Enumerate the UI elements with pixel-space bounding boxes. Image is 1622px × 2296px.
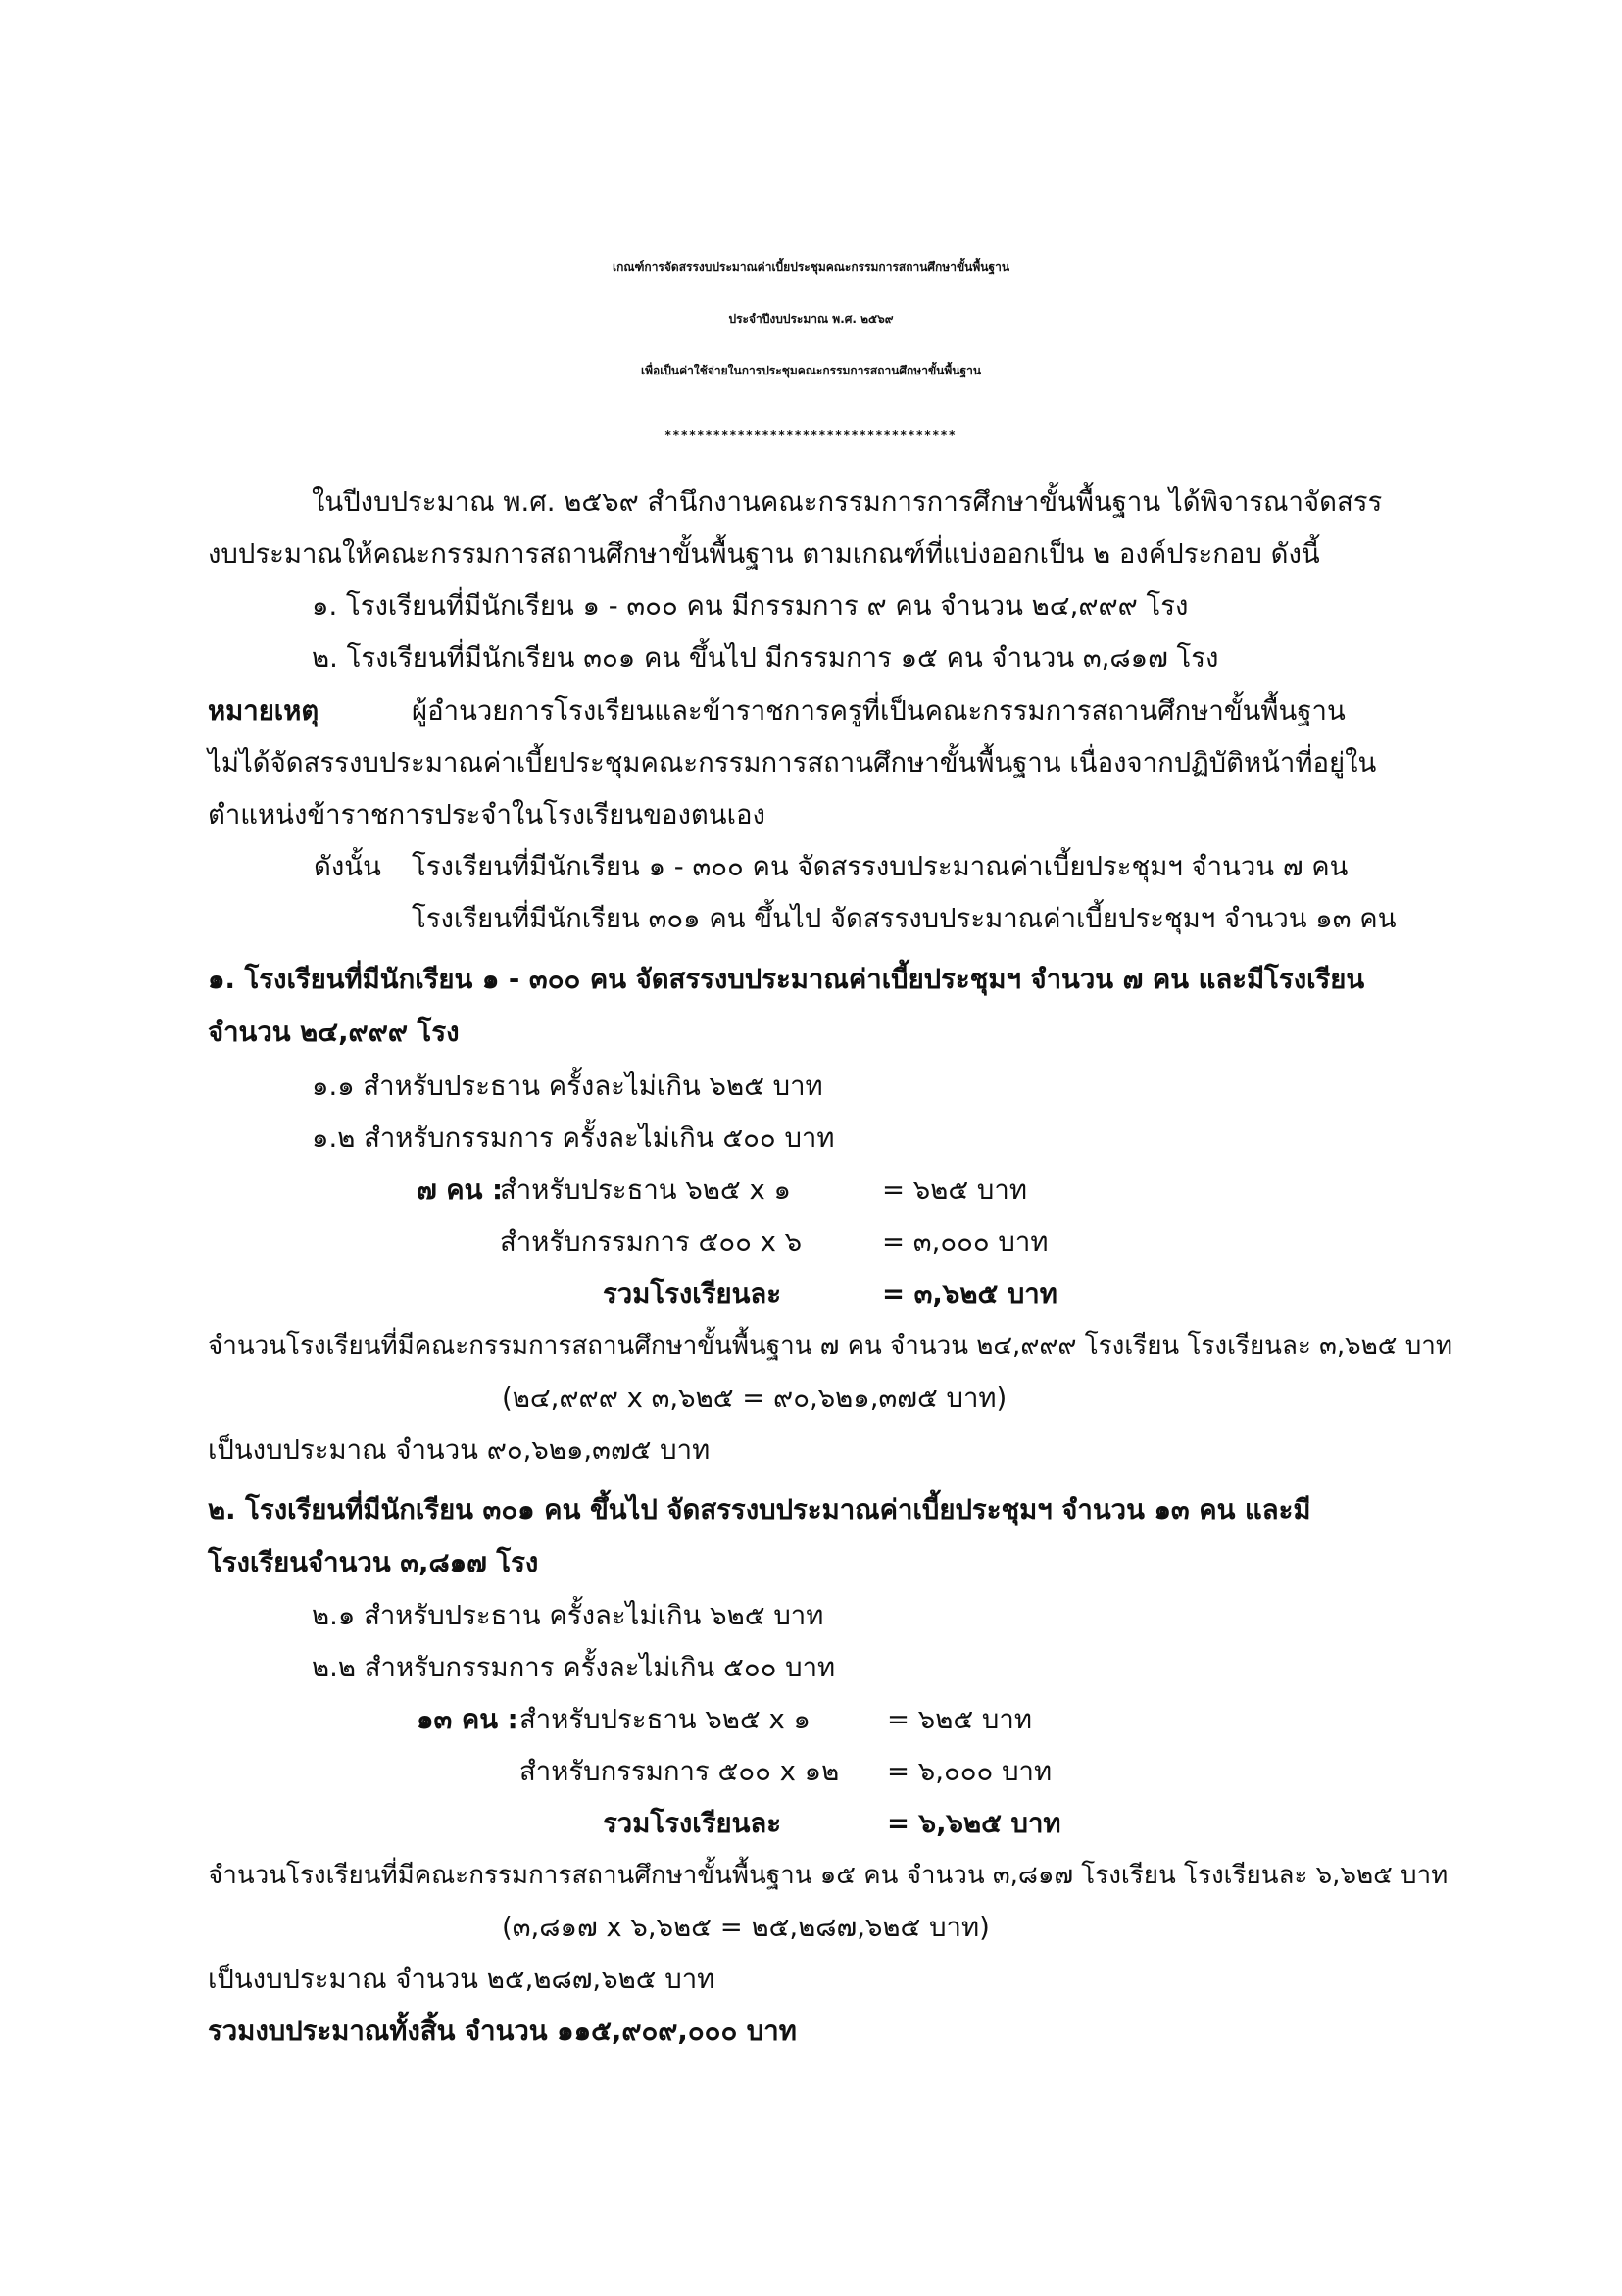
remark-line-2: ไม่ได้จัดสรรงบประมาณค่าเบี้ยประชุมคณะกรรมการสถานศึกษาขั้นพื้นฐาน เนื่องจากปฏิบัติหน้าที่อยู่ใน: [208, 747, 1377, 778]
section1-member-calc: สำหรับกรรมการ ๕๐๐ x ๖: [500, 1226, 803, 1258]
section2-heading-line-1: ๒. โรงเรียนที่มีนักเรียน ๓๐๑ คน ขึ้นไป จัดสรรงบประมาณค่าเบี้ยประชุมฯ จำนวน ๑๓ คน และมี: [208, 1494, 1311, 1525]
section2-total-label: รวมโรงเรียนละ: [603, 1808, 782, 1839]
section2-sub-2: ๒.๒ สำหรับกรรมการ ครั้งละไม่เกิน ๕๐๐ บาท: [312, 1652, 836, 1683]
intro-item-2: ๒. โรงเรียนที่มีนักเรียน ๓๐๑ คน ขึ้นไป มีกรรมการ ๑๕ คน จำนวน ๓,๘๑๗ โรง: [312, 642, 1219, 674]
intro-item-1: ๑. โรงเรียนที่มีนักเรียน ๑ - ๓๐๐ คน มีกรรมการ ๙ คน จำนวน ๒๔,๙๙๙ โรง: [312, 590, 1189, 622]
section2-formula: (๓,๘๑๗ x ๖,๖๒๕ = ๒๕,๒๘๗,๖๒๕ บาท): [502, 1912, 990, 1943]
section2-member-value: = ๖,๐๐๐ บาท: [887, 1756, 1053, 1787]
section1-sub-1: ๑.๑ สำหรับประธาน ครั้งละไม่เกิน ๖๒๕ บาท: [312, 1071, 823, 1102]
title-line-1: เกณฑ์การจัดสรรงบประมาณค่าเบี้ยประชุมคณะกรรมการสถานศึกษาขั้นพื้นฐาน: [612, 260, 1010, 274]
section2-chair-value: = ๖๒๕ บาท: [887, 1704, 1032, 1735]
grand-total: รวมงบประมาณทั้งสิ้น จำนวน ๑๑๕,๙๐๙,๐๐๐ บาท: [208, 2016, 797, 2047]
remark-line-3: ตำแหน่งข้าราชการประจำในโรงเรียนของตนเอง: [208, 799, 765, 830]
section1-persons: ๗ คน :: [417, 1174, 504, 1206]
intro-line-1: ในปีงบประมาณ พ.ศ. ๒๕๖๙ สำนึกงานคณะกรรมการการศึกษาขั้นพื้นฐาน ได้พิจารณาจัดสรร: [312, 486, 1383, 518]
remark-label: หมายเหตุ: [208, 695, 319, 726]
section1-heading-line-2: จำนวน ๒๔,๙๙๙ โรง: [208, 1017, 460, 1048]
section1-chair-value: = ๖๒๕ บาท: [882, 1174, 1027, 1206]
title-line-2: ประจำปีงบประมาณ พ.ศ. ๒๕๖๙: [728, 312, 894, 325]
section2-member-calc: สำหรับกรรมการ ๕๐๐ x ๑๒: [519, 1756, 840, 1787]
section1-total-value: = ๓,๖๒๕ บาท: [882, 1278, 1057, 1310]
section2-budget: เป็นงบประมาณ จำนวน ๒๕,๒๘๗,๖๒๕ บาท: [208, 1964, 715, 1995]
section1-heading-line-1: ๑. โรงเรียนที่มีนักเรียน ๑ - ๓๐๐ คน จัดสรรงบประมาณค่าเบี้ยประชุมฯ จำนวน ๗ คน และมีโรงเรียน: [208, 964, 1365, 995]
remark-line-1: ผู้อำนวยการโรงเรียนและข้าราชการครูที่เป็นคณะกรรมการสถานศึกษาขั้นพื้นฐาน: [412, 695, 1346, 726]
intro-line-2: งบประมาณให้คณะกรรมการสถานศึกษาขั้นพื้นฐาน ตามเกณฑ์ที่แบ่งออกเป็น ๒ องค์ประกอบ ดังนี้: [208, 538, 1320, 570]
section2-heading-line-2: โรงเรียนจำนวน ๓,๘๑๗ โรง: [208, 1547, 539, 1578]
section1-summary: จำนวนโรงเรียนที่มีคณะกรรมการสถานศึกษาขั้นพื้นฐาน ๗ คน จำนวน ๒๔,๙๙๙ โรงเรียน โรงเรียนละ ๓,๖๒๕ บาท: [208, 1331, 1452, 1361]
section1-formula: (๒๔,๙๙๙ x ๓,๖๒๕ = ๙๐,๖๒๑,๓๗๕ บาท): [502, 1382, 1008, 1414]
section2-sub-1: ๒.๑ สำหรับประธาน ครั้งละไม่เกิน ๖๒๕ บาท: [312, 1600, 824, 1631]
section2-summary: จำนวนโรงเรียนที่มีคณะกรรมการสถานศึกษาขั้นพื้นฐาน ๑๕ คน จำนวน ๓,๘๑๗ โรงเรียน โรงเรียนละ ๖,๖๒๕ บาท: [208, 1861, 1449, 1890]
section1-sub-2: ๑.๒ สำหรับกรรมการ ครั้งละไม่เกิน ๕๐๐ บาท: [312, 1123, 835, 1154]
title-line-3: เพื่อเป็นค่าใช้จ่ายในการประชุมคณะกรรมการสถานศึกษาขั้นพื้นฐาน: [640, 364, 982, 377]
section1-member-value: = ๓,๐๐๐ บาท: [882, 1226, 1049, 1258]
section1-chair-calc: สำหรับประธาน ๖๒๕ x ๑: [500, 1174, 791, 1206]
therefore-line-2: โรงเรียนที่มีนักเรียน ๓๐๑ คน ขึ้นไป จัดสรรงบประมาณค่าเบี้ยประชุมฯ จำนวน ๑๓ คน: [412, 903, 1397, 934]
title-separator: ************************************: [664, 428, 958, 442]
therefore-label: ดังนั้น: [314, 851, 381, 882]
section1-total-label: รวมโรงเรียนละ: [603, 1278, 782, 1310]
therefore-line-1: โรงเรียนที่มีนักเรียน ๑ - ๓๐๐ คน จัดสรรงบประมาณค่าเบี้ยประชุมฯ จำนวน ๗ คน: [412, 851, 1349, 882]
section2-total-value: = ๖,๖๒๕ บาท: [887, 1808, 1061, 1839]
section1-budget: เป็นงบประมาณ จำนวน ๙๐,๖๒๑,๓๗๕ บาท: [208, 1434, 711, 1466]
section2-chair-calc: สำหรับประธาน ๖๒๕ x ๑: [519, 1704, 811, 1735]
section2-persons: ๑๓ คน :: [417, 1704, 518, 1735]
